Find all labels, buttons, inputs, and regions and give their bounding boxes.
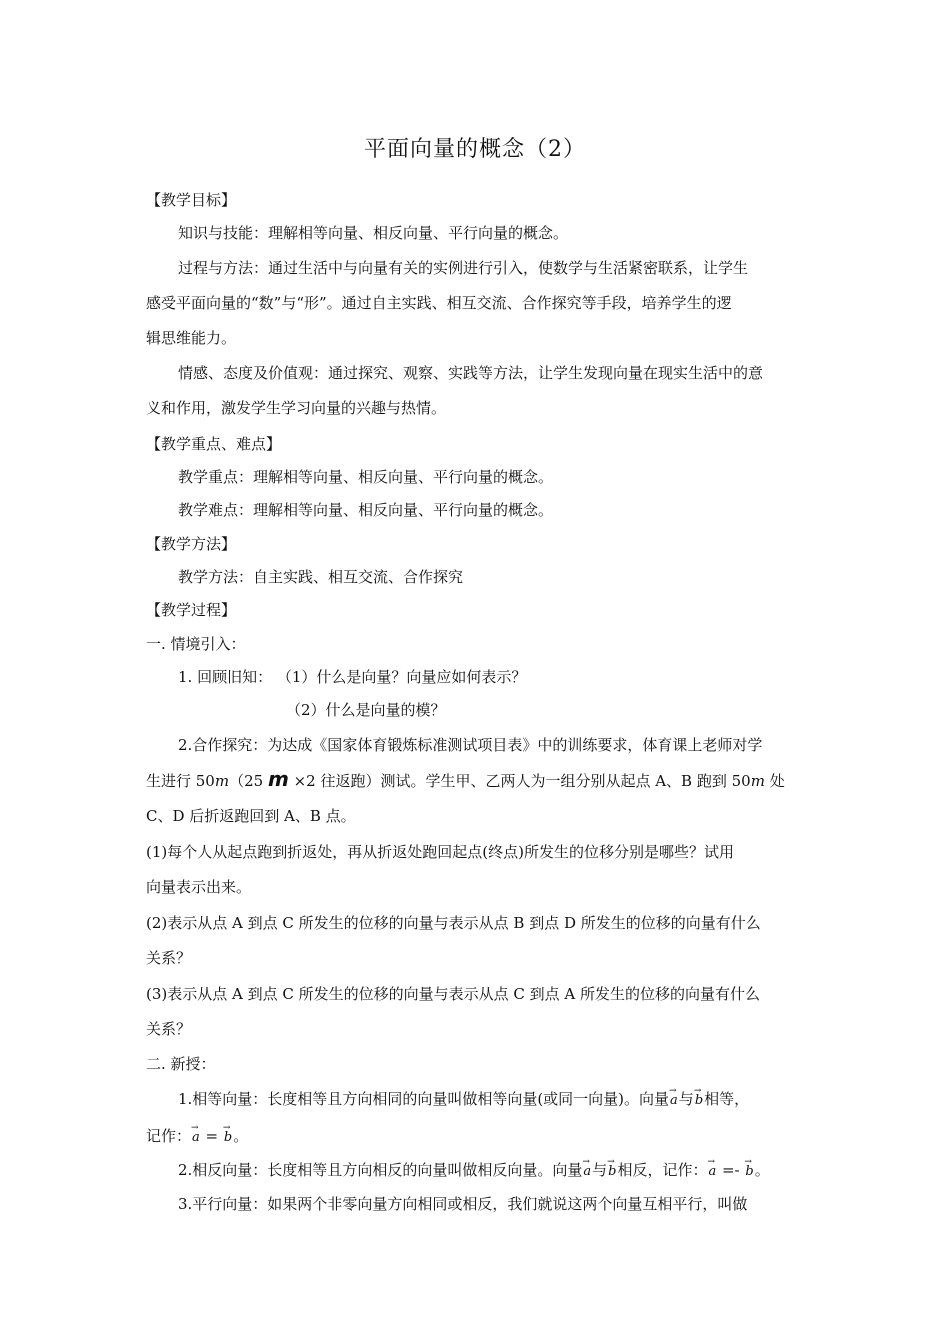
explore-text-d: 处	[764, 772, 785, 790]
notation-prefix: 记作：	[146, 1127, 192, 1145]
and-word: 与	[592, 1161, 608, 1179]
unit-meter: m	[214, 772, 230, 790]
opposite-vectors-line	[178, 1160, 843, 1182]
emotion-values-line-2: 义和作用，激发学生学习向量的兴趣与热情。	[146, 399, 447, 417]
process-methods-line-2: 感受平面向量的“数”与“形”。通过自主实践、相互交流、合作探究等手段，培养学生的逻	[146, 294, 732, 312]
equal-vectors-line	[178, 1089, 843, 1111]
process-methods-line-3: 辑思维能力。	[146, 329, 237, 347]
question-1-line-1: (1)每个人从起点跑到折返处，再从折返处跑回起点(终点)所发生的位移分别是哪些？试用	[146, 843, 734, 861]
opposite-vectors-definition: 2.相反向量：长度相等且方向相反的向量叫做相反向量。向量	[178, 1161, 583, 1179]
explore-line-1: 2.合作探究：为达成《国家体育锻炼标准测试项目表》中的训练要求，体育课上老师对学	[178, 736, 763, 754]
explore-line-3: C、D 后折返跑回到 A、B 点。	[146, 807, 356, 825]
opposite-tail: 相反，记作：	[617, 1161, 708, 1179]
vector-b: → b	[744, 1162, 754, 1182]
objectives-heading: 【教学目标】	[146, 191, 237, 209]
equal-tail: 相等，	[704, 1090, 750, 1108]
question-3-line-2: 关系？	[146, 1020, 192, 1038]
vector-a: → a	[582, 1162, 592, 1182]
explore-text-a: 生进行 50	[146, 772, 215, 790]
process-methods-line-1: 过程与方法：通过生活中与向量有关的实例进行引入，使数学与生活紧密联系，让学生	[178, 259, 749, 277]
emotion-values-line-1: 情感、态度及价值观：通过探究、观察、实践等方法，让学生发现向量在现实生活中的意	[178, 364, 764, 382]
question-1-line-2: 向量表示出来。	[146, 878, 252, 896]
vector-b: → b	[607, 1162, 617, 1182]
section-two-heading: 二. 新授：	[146, 1055, 216, 1073]
period: 。	[754, 1161, 770, 1179]
question-2-line-2: 关系？	[146, 949, 192, 967]
vector-a: → a	[707, 1162, 717, 1182]
parallel-vectors-line: 3.平行向量：如果两个非零向量方向相同或相反，我们就说这两个向量互相平行，叫做	[178, 1195, 748, 1213]
explore-text-b: （25	[229, 772, 268, 790]
negation-sign: =-	[717, 1161, 745, 1179]
and-word: 与	[678, 1090, 694, 1108]
keypoints-heading: 【教学重点、难点】	[146, 435, 282, 453]
review-question-2: （2）什么是向量的模？	[286, 701, 446, 719]
teaching-difficulty-text: 教学难点：理解相等向量、相反向量、平行向量的概念。	[178, 501, 554, 519]
teaching-focus-text: 教学重点：理解相等向量、相反向量、平行向量的概念。	[178, 468, 554, 486]
explore-text-c: ×2 往返跑）测试。学生甲、乙两人为一组分别从起点 A、B 跑到 50	[288, 772, 751, 790]
knowledge-skills-text: 知识与技能：理解相等向量、相反向量、平行向量的概念。	[178, 224, 569, 242]
equals-sign: =	[200, 1127, 223, 1145]
process-heading: 【教学过程】	[146, 601, 237, 619]
page-title: 平面向量的概念（2）	[364, 137, 586, 162]
methods-heading: 【教学方法】	[146, 535, 237, 553]
vector-b: → b	[223, 1128, 233, 1148]
period: 。	[233, 1127, 249, 1145]
section-one-heading: 一. 情境引入：	[146, 635, 246, 653]
equal-vectors-notation	[146, 1126, 811, 1148]
vector-b: → b	[694, 1091, 704, 1111]
question-3-line-1: (3)表示从点 A 到点 C 所发生的位移的向量与表示从点 C 到点 A 所发生的位移的向量有什么	[146, 985, 761, 1003]
question-2-line-1: (2)表示从点 A 到点 C 所发生的位移的向量与表示从点 B 到点 D 所发生的位移的向量有什么	[146, 914, 761, 932]
methods-text: 教学方法：自主实践、相互交流、合作探究	[178, 568, 464, 586]
vector-a: → a	[669, 1091, 679, 1111]
explore-line-2	[146, 769, 811, 791]
unit-meter-large: m	[267, 767, 289, 791]
review-question-1: 1. 回顾旧知： （1）什么是向量？向量应如何表示？	[178, 668, 527, 686]
vector-a: → a	[191, 1128, 201, 1148]
unit-meter-2: m	[750, 772, 765, 790]
equal-vectors-definition: 1.相等向量：长度相等且方向相同的向量叫做相等向量(或同一向量)。向量	[178, 1090, 670, 1108]
